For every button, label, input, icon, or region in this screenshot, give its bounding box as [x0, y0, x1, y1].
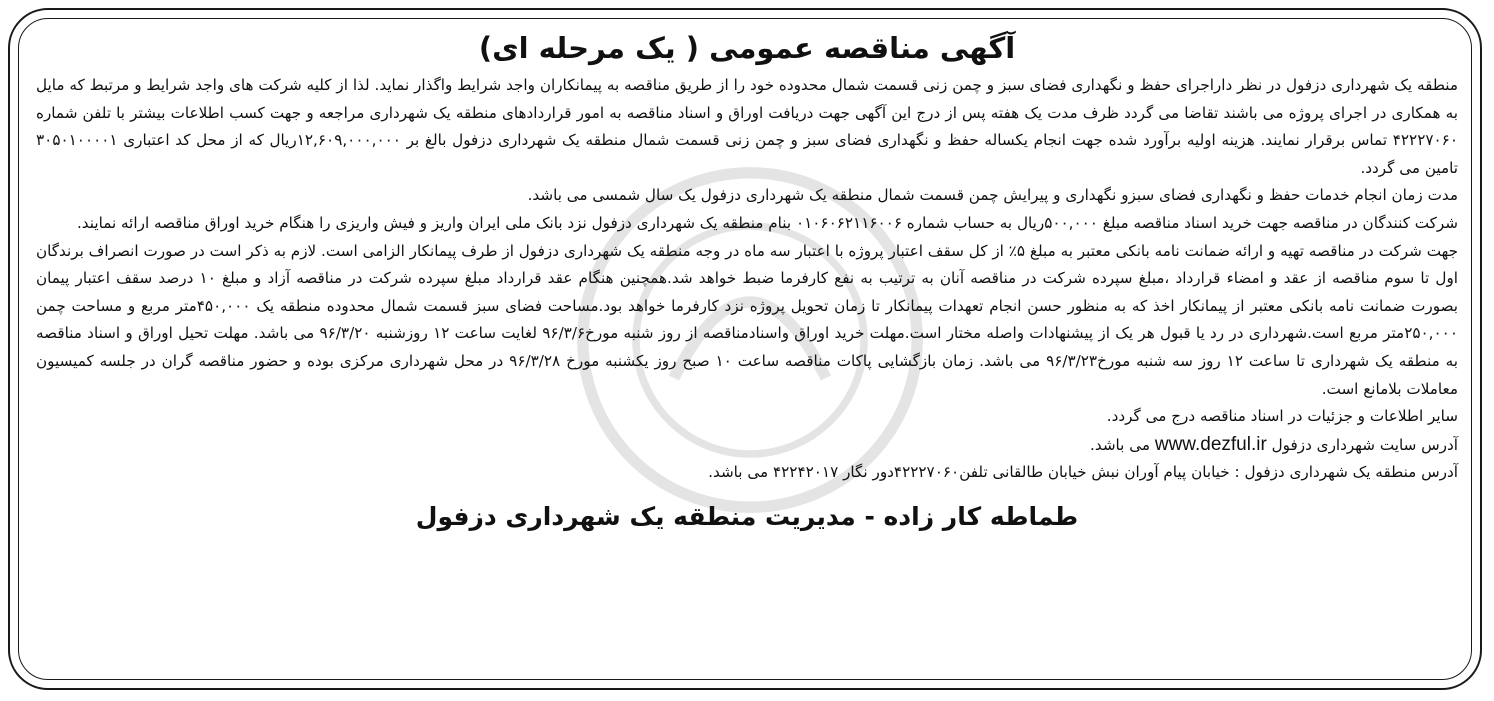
paragraph-documents-fee: شرکت کنندگان در مناقصه جهت خرید اسناد مناقصه مبلغ ۵۰۰,۰۰۰ریال به حساب شماره ۰۱۰۶۰۶۲۱۱۶۰۰۶ بنام منطقه یک شهرداری دزفول نزد بانک ملی ایران واریز و فیش واریزی را هنگام خرید اوراق مناقصه ارائه نمایند.: [76, 213, 1458, 232]
website-prefix: آدرس سایت شهرداری دزفول: [1271, 435, 1458, 454]
notice-title: آگهی مناقصه عمومی ( یک مرحله ای): [478, 31, 1016, 65]
paragraph-intro: منطقه یک شهرداری دزفول در نظر داراجرای حفظ و نگهداری فضای سبز و چمن زنی قسمت شمال محدوده خود را از طریق مناقصه به پیمانکاران واجد شرایط واگذار نماید. لذا از کلیه شرکت های واجد شرایط و مرتبط که مایل به همکاری در اجرای پروژه می باشند تقاضا می گردد ظرف مدت یک هفته پس از درج این آگهی جهت دریافت اوراق و اسناد مناقصه به امور قراردادهای منطقه یک شهرداری مراجعه و جهت کسب اطلاعات بیشتر با تلفن شماره ۴۲۲۲۷۰۶۰ تماس برقرار نمایند. هزینه اولیه برآورد شده جهت انجام یکساله حفظ و نگهداری فضای سبز و چمن زنی قسمت شمال منطقه یک شهرداری دزفول بالغ بر ۱۲,۶۰۹,۰۰۰,۰۰۰ریال که از محل کد اعتباری ۳۰۵۰۱۰۰۰۰۱ تامین می گردد.: [36, 76, 1458, 177]
website-link[interactable]: www.dezful.ir: [1154, 433, 1267, 455]
paragraph-guarantee: جهت شرکت در مناقصه تهیه و ارائه ضمانت نامه بانکی معتبر به مبلغ ۵٪ از کل سقف اعتبار پروژه با اعتبار سه ماه در وجه منطقه یک شهرداری دزفول از طرف پیمانکار الزامی است. لازم به ذکر است در صورت انصراف برندگان اول تا سوم مناقصه از عقد و امضاء قرارداد ،مبلغ سپرده شرکت در مناقصه آنان به ترتیب به نفع کارفرما ضبط خواهد شد.همچنین هنگام عقد قرارداد مبلغ سپرده شرکت در مناقصه آزاد و مبلغ ۱۰ درصد سقف اعتبار پیمان بصورت ضمانت نامه بانکی معتبر از پیمانکار اخذ که به منظور حسن انجام تعهدات پیمانکار تا زمان تحویل پروژه نزد کارفرما خواهد بود.مساحت فضای سبز قسمت شمال محدوده منطقه یک ۴۵۰,۰۰۰متر مربع و مساحت چمن ۲۵۰,۰۰۰متر مربع است.شهرداری در رد یا قبول هر یک از پیشنهادات واصله مختار است.مهلت خرید اوراق واسنادمناقصه از روز شنبه مورخ۹۶/۳/۶ لغایت ساعت ۱۲ روزشنبه ۹۶/۳/۲۰ می باشد. مهلت تحیل اوراق و اسناد مناقصه به منطقه یک شهرداری تا ساعت ۱۲ روز سه شنبه مورخ۹۶/۳/۲۳ می باشد. زمان بازگشایی پاکات مناقصه ساعت ۱۰ صبح روز یکشنبه مورخ ۹۶/۳/۲۸ در محل شهرداری مرکزی بوده و حضور مناقصه گران در جلسه کمیسیون معاملات بلامانع است.: [36, 241, 1458, 398]
tender-notice: [36, 26, 1458, 676]
paragraph-details: سایر اطلاعات و جزئیات در اسناد مناقصه درج می گردد.: [1106, 407, 1458, 426]
notice-body: [36, 72, 1458, 487]
website-suffix: می باشد.: [1090, 435, 1151, 454]
paragraph-duration: مدت زمان انجام خدمات حفظ و نگهداری فضای سبزو نگهداری و پیرایش چمن قسمت شمال منطقه یک شهرداری دزفول یک سال شمسی می باشد.: [527, 186, 1458, 205]
signature: طماطه کار زاده - مدیریت منطقه یک شهرداری دزفول: [415, 501, 1079, 531]
address-line: آدرس منطقه یک شهرداری دزفول : خیابان پیام آوران نبش خیابان طالقانی تلفن۴۲۲۲۷۰۶۰دور نگار ۴۲۲۴۲۰۱۷ می باشد.: [708, 463, 1458, 482]
website-line: [36, 431, 1458, 460]
